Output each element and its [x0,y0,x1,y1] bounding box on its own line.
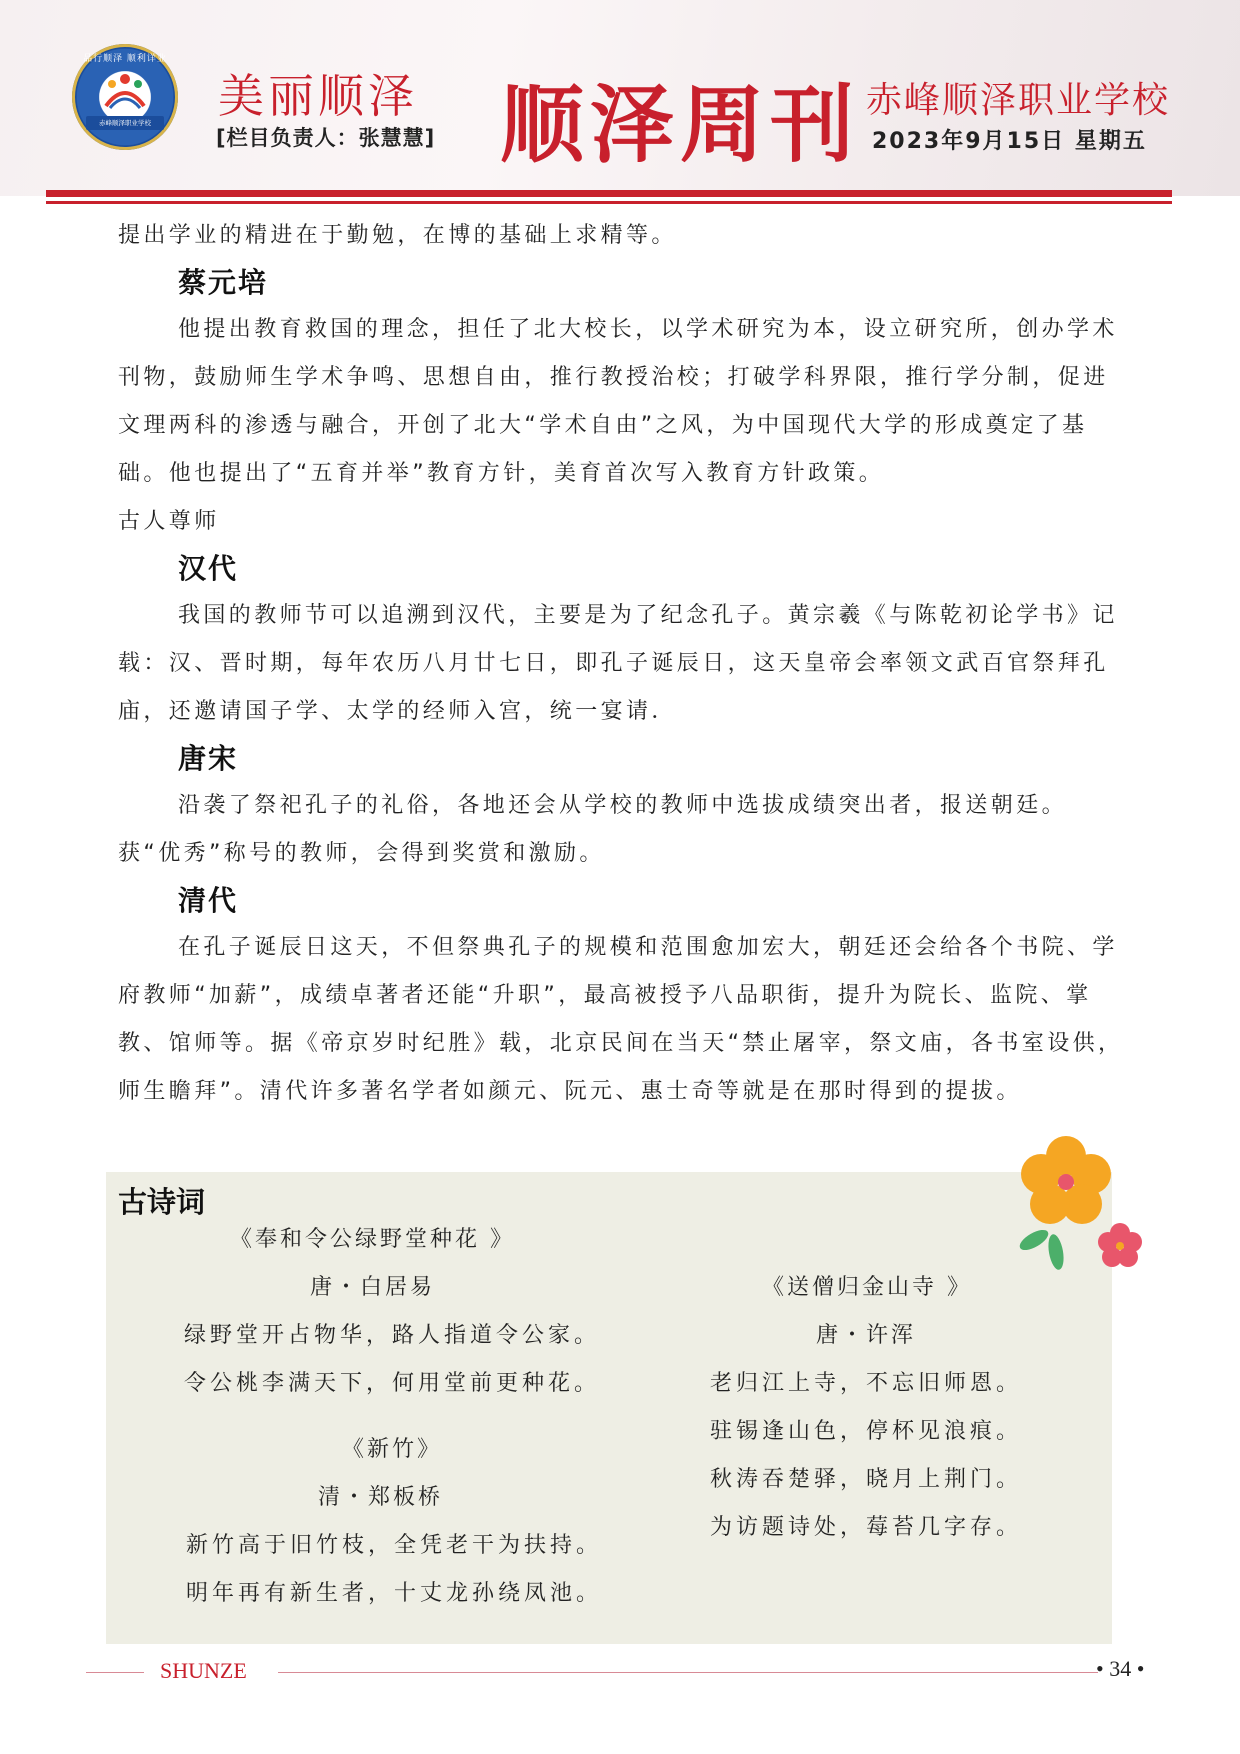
poem-author: 唐・许浑 [816,1323,917,1348]
publication-title: 顺泽周刊 [500,76,861,174]
era-heading-tangsong: 唐宋 [178,742,239,775]
subtitle-respect-teachers: 古人尊师 [118,509,220,534]
school-logo [72,44,178,150]
era-text-tangsong: 沿袭了祭祀孔子的礼俗，各地还会从学校的教师中选拔成绩突出者，报送朝廷。获“优秀”称号的教师，会得到奖赏和激励。 [118,793,1068,866]
poem-1 [230,1216,515,1312]
header-rule-thick [46,190,1172,197]
section-heading-cai: 蔡元培 [178,266,269,299]
poem-line: 秋涛吞楚驿，晓月上荆门。 [710,1467,1023,1492]
poem-author: 清・郑板桥 [318,1485,444,1510]
poem-title: 《奉和令公绿野堂种花 》 [230,1227,515,1252]
logo-ribbon: 赤峰顺泽职业学校 [86,116,164,130]
logo-ring-text: 品行顺泽 顺利详业 [83,54,167,64]
column-name: 美丽顺泽 [218,69,418,123]
poem-2-lines [186,1522,602,1618]
footer-brand: SHUNZE [160,1658,247,1683]
poem-3 [762,1264,972,1360]
poem-line: 老归江上寺，不忘旧师恩。 [710,1371,1023,1396]
footer-rule-right [278,1672,1098,1673]
poem-line: 驻锡逢山色，停杯见浪痕。 [710,1419,1023,1444]
poem-2 [318,1426,444,1522]
poetry-title: 古诗词 [118,1185,206,1219]
poem-line: 新竹高于旧竹枝，全凭老干为扶持。 [186,1533,603,1558]
section-paragraph-cai: 他提出教育救国的理念，担任了北大校长，以学术研究为本，设立研究所，创办学术刊物，鼓励师生学术争鸣、思想自由，推行教授治校；打破学科界限，推行学分制，促进文理两科的渗透与融合，开创了北大“学术自由”之风，为中国现代大学的形成奠定了基础。他也提出了“五育并举”教育方针，美育首次写入教育方针政策。 [118,317,1118,486]
flower-decoration-icon [1010,1124,1160,1284]
poem-title: 《新竹》 [342,1437,443,1462]
page-number: • 34 • [1096,1656,1145,1681]
poem-line: 绿野堂开占物华，路人指道令公家。 [184,1323,601,1348]
poem-1-lines [184,1312,600,1408]
poem-author: 唐・白居易 [310,1275,436,1300]
article-body [118,212,1128,1116]
era-text-han: 我国的教师节可以追溯到汉代，主要是为了纪念孔子。黄宗羲《与陈乾初论学书》记载：汉、晋时期，每年农历八月廿七日，即孔子诞辰日，这天皇帝会率领文武百官祭拜孔庙，还邀请国子学、太学的经师入宫，统一宴请． [118,603,1118,724]
poem-line: 明年再有新生者，十丈龙孙绕凤池。 [186,1581,603,1606]
intro-tail: 提出学业的精进在于勤勉，在博的基础上求精等。 [118,223,677,248]
column-editor: [栏目负责人：张慧慧] [216,126,436,150]
era-heading-qing: 清代 [178,884,239,917]
poem-title: 《送僧归金山寺 》 [762,1275,972,1300]
poetry-box [106,1172,1112,1644]
poem-line: 令公桃李满天下，何用堂前更种花。 [184,1371,601,1396]
issue-date: 2023年9月15日 星期五 [872,129,1147,154]
poem-3-lines [710,1360,1022,1552]
era-heading-han: 汉代 [178,552,239,585]
school-name: 赤峰顺泽职业学校 [866,80,1171,121]
era-text-qing: 在孔子诞辰日这天，不但祭典孔子的规模和范围愈加宏大，朝廷还会给各个书院、学府教师“加薪”，成绩卓著者还能“升职”，最高被授予八品职街，提升为院长、监院、掌教、馆师等。据《帝京岁时纪胜》载，北京民间在当天“禁止屠宰，祭文庙，各书室设供，师生瞻拜”。清代许多著名学者如颜元、阮元、惠士奇等就是在那时得到的提拔。 [118,935,1124,1104]
footer-rule-left [86,1672,144,1673]
header-rule-thin [46,201,1172,204]
logo-emblem-icon [100,70,150,112]
poem-line: 为访题诗处，莓苔几字存。 [710,1515,1023,1540]
